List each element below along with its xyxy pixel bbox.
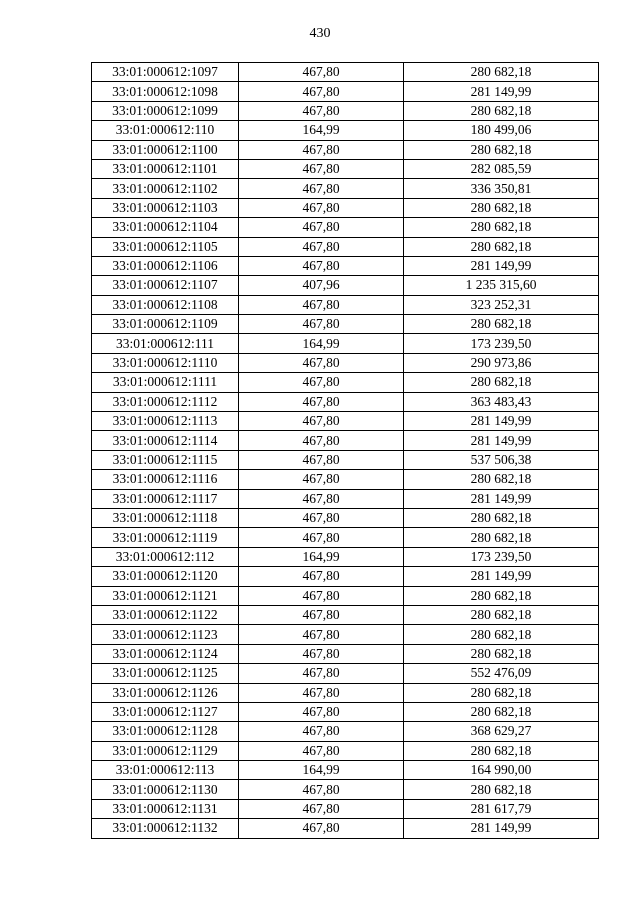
- cadastral-value-cell: 281 149,99: [404, 489, 599, 508]
- cadastral-value-cell: 280 682,18: [404, 198, 599, 217]
- area-cell: 467,80: [239, 683, 404, 702]
- table-body: [92, 63, 599, 839]
- cadastral-number-cell: 33:01:000612:1116: [92, 470, 239, 489]
- table-row: [92, 237, 599, 256]
- area-cell: 407,96: [239, 276, 404, 295]
- area-cell: 467,80: [239, 625, 404, 644]
- table-row: [92, 644, 599, 663]
- page-number: 430: [309, 26, 331, 41]
- table-row: [92, 683, 599, 702]
- area-cell: 467,80: [239, 470, 404, 489]
- area-cell: 467,80: [239, 567, 404, 586]
- cadastral-number-cell: 33:01:000612:1127: [92, 702, 239, 721]
- cadastral-number-cell: 33:01:000612:1107: [92, 276, 239, 295]
- table-row: [92, 567, 599, 586]
- cadastral-number-cell: 33:01:000612:1123: [92, 625, 239, 644]
- cadastral-value-cell: 180 499,06: [404, 121, 599, 140]
- cadastral-number-cell: 33:01:000612:1115: [92, 450, 239, 469]
- table-row: [92, 722, 599, 741]
- cadastral-number-cell: 33:01:000612:1121: [92, 586, 239, 605]
- cadastral-value-cell: 552 476,09: [404, 664, 599, 683]
- area-cell: 467,80: [239, 218, 404, 237]
- cadastral-number-cell: 33:01:000612:1122: [92, 605, 239, 624]
- cadastral-number-cell: 33:01:000612:1100: [92, 140, 239, 159]
- cadastral-value-cell: 280 682,18: [404, 508, 599, 527]
- cadastral-number-cell: 33:01:000612:1110: [92, 353, 239, 372]
- cadastral-value-cell: 281 617,79: [404, 799, 599, 818]
- cadastral-value-cell: 280 682,18: [404, 702, 599, 721]
- cadastral-number-cell: 33:01:000612:1117: [92, 489, 239, 508]
- cadastral-value-cell: 164 990,00: [404, 761, 599, 780]
- cadastral-number-cell: 33:01:000612:1111: [92, 373, 239, 392]
- table-row: [92, 625, 599, 644]
- table-row: [92, 528, 599, 547]
- cadastral-number-cell: 33:01:000612:1098: [92, 82, 239, 101]
- cadastral-value-cell: 280 682,18: [404, 218, 599, 237]
- area-cell: 467,80: [239, 159, 404, 178]
- area-cell: 467,80: [239, 664, 404, 683]
- cadastral-value-cell: 281 149,99: [404, 431, 599, 450]
- cadastral-value-cell: 280 682,18: [404, 528, 599, 547]
- area-cell: 467,80: [239, 412, 404, 431]
- cadastral-value-cell: 336 350,81: [404, 179, 599, 198]
- cadastral-value-cell: 280 682,18: [404, 683, 599, 702]
- cadastral-value-cell: 173 239,50: [404, 334, 599, 353]
- table-row: [92, 702, 599, 721]
- cadastral-value-cell: 363 483,43: [404, 392, 599, 411]
- area-cell: 467,80: [239, 722, 404, 741]
- cadastral-number-cell: 33:01:000612:1106: [92, 256, 239, 275]
- cadastral-number-cell: 33:01:000612:1102: [92, 179, 239, 198]
- table-row: [92, 470, 599, 489]
- area-cell: 467,80: [239, 644, 404, 663]
- area-cell: 467,80: [239, 315, 404, 334]
- cadastral-value-cell: 280 682,18: [404, 140, 599, 159]
- table-row: [92, 431, 599, 450]
- cadastral-value-cell: 280 682,18: [404, 315, 599, 334]
- cadastral-number-cell: 33:01:000612:1104: [92, 218, 239, 237]
- cadastral-value-cell: 280 682,18: [404, 586, 599, 605]
- cadastral-value-cell: 280 682,18: [404, 644, 599, 663]
- cadastral-number-cell: 33:01:000612:1097: [92, 63, 239, 82]
- area-cell: 467,80: [239, 63, 404, 82]
- cadastral-number-cell: 33:01:000612:1119: [92, 528, 239, 547]
- table-row: [92, 761, 599, 780]
- cadastral-number-cell: 33:01:000612:112: [92, 547, 239, 566]
- table-row: [92, 295, 599, 314]
- cadastral-value-cell: 280 682,18: [404, 741, 599, 760]
- table-row: [92, 334, 599, 353]
- table-row: [92, 741, 599, 760]
- cadastral-number-cell: 33:01:000612:111: [92, 334, 239, 353]
- cadastral-value-cell: 323 252,31: [404, 295, 599, 314]
- table-row: [92, 140, 599, 159]
- table-row: [92, 179, 599, 198]
- cadastral-number-cell: 33:01:000612:1105: [92, 237, 239, 256]
- cadastral-number-cell: 33:01:000612:1131: [92, 799, 239, 818]
- table-row: [92, 664, 599, 683]
- area-cell: 467,80: [239, 198, 404, 217]
- cadastral-value-cell: 280 682,18: [404, 237, 599, 256]
- cadastral-number-cell: 33:01:000612:1118: [92, 508, 239, 527]
- area-cell: 467,80: [239, 82, 404, 101]
- cadastral-value-cell: 280 682,18: [404, 605, 599, 624]
- area-cell: 164,99: [239, 334, 404, 353]
- cadastral-value-cell: 280 682,18: [404, 373, 599, 392]
- cadastral-number-cell: 33:01:000612:113: [92, 761, 239, 780]
- cadastral-number-cell: 33:01:000612:1124: [92, 644, 239, 663]
- area-cell: 164,99: [239, 121, 404, 140]
- cadastral-number-cell: 33:01:000612:1126: [92, 683, 239, 702]
- area-cell: 467,80: [239, 819, 404, 838]
- area-cell: 467,80: [239, 392, 404, 411]
- area-cell: 467,80: [239, 295, 404, 314]
- table-row: [92, 159, 599, 178]
- table-row: [92, 450, 599, 469]
- table-row: [92, 256, 599, 275]
- area-cell: 467,80: [239, 256, 404, 275]
- cadastral-number-cell: 33:01:000612:110: [92, 121, 239, 140]
- area-cell: 467,80: [239, 450, 404, 469]
- cadastral-number-cell: 33:01:000612:1114: [92, 431, 239, 450]
- cadastral-value-cell: 290 973,86: [404, 353, 599, 372]
- cadastral-value-cell: 368 629,27: [404, 722, 599, 741]
- cadastral-number-cell: 33:01:000612:1099: [92, 101, 239, 120]
- table-row: [92, 780, 599, 799]
- cadastral-value-cell: 280 682,18: [404, 780, 599, 799]
- cadastral-number-cell: 33:01:000612:1129: [92, 741, 239, 760]
- cadastral-value-cell: 1 235 315,60: [404, 276, 599, 295]
- area-cell: 467,80: [239, 780, 404, 799]
- table-row: [92, 799, 599, 818]
- cadastral-number-cell: 33:01:000612:1113: [92, 412, 239, 431]
- area-cell: 164,99: [239, 761, 404, 780]
- area-cell: 467,80: [239, 140, 404, 159]
- table-row: [92, 373, 599, 392]
- cadastral-number-cell: 33:01:000612:1132: [92, 819, 239, 838]
- area-cell: 467,80: [239, 799, 404, 818]
- table-row: [92, 121, 599, 140]
- area-cell: 467,80: [239, 353, 404, 372]
- table-row: [92, 315, 599, 334]
- cadastral-value-cell: 537 506,38: [404, 450, 599, 469]
- cadastral-value-cell: 281 149,99: [404, 412, 599, 431]
- cadastral-value-cell: 281 149,99: [404, 567, 599, 586]
- cadastral-value-cell: 281 149,99: [404, 256, 599, 275]
- cadastral-number-cell: 33:01:000612:1130: [92, 780, 239, 799]
- table-row: [92, 489, 599, 508]
- table-row: [92, 547, 599, 566]
- area-cell: 467,80: [239, 508, 404, 527]
- table-row: [92, 82, 599, 101]
- cadastral-value-cell: 280 682,18: [404, 470, 599, 489]
- table-row: [92, 586, 599, 605]
- area-cell: 467,80: [239, 741, 404, 760]
- table-row: [92, 218, 599, 237]
- cadastral-value-cell: 281 149,99: [404, 819, 599, 838]
- table-row: [92, 101, 599, 120]
- table-row: [92, 198, 599, 217]
- cadastral-number-cell: 33:01:000612:1112: [92, 392, 239, 411]
- area-cell: 467,80: [239, 179, 404, 198]
- table-row: [92, 353, 599, 372]
- cadastral-number-cell: 33:01:000612:1120: [92, 567, 239, 586]
- table-row: [92, 819, 599, 838]
- cadastral-value-cell: 173 239,50: [404, 547, 599, 566]
- table-row: [92, 412, 599, 431]
- cadastral-value-cell: 280 682,18: [404, 63, 599, 82]
- area-cell: 164,99: [239, 547, 404, 566]
- cadastral-value-cell: 280 682,18: [404, 625, 599, 644]
- table-row: [92, 276, 599, 295]
- area-cell: 467,80: [239, 605, 404, 624]
- cadastral-number-cell: 33:01:000612:1101: [92, 159, 239, 178]
- cadastral-value-table: [91, 62, 599, 839]
- area-cell: 467,80: [239, 237, 404, 256]
- area-cell: 467,80: [239, 702, 404, 721]
- area-cell: 467,80: [239, 431, 404, 450]
- area-cell: 467,80: [239, 586, 404, 605]
- area-cell: 467,80: [239, 373, 404, 392]
- cadastral-number-cell: 33:01:000612:1103: [92, 198, 239, 217]
- area-cell: 467,80: [239, 489, 404, 508]
- cadastral-number-cell: 33:01:000612:1109: [92, 315, 239, 334]
- cadastral-number-cell: 33:01:000612:1128: [92, 722, 239, 741]
- area-cell: 467,80: [239, 528, 404, 547]
- cadastral-value-cell: 280 682,18: [404, 101, 599, 120]
- cadastral-value-cell: 282 085,59: [404, 159, 599, 178]
- table-row: [92, 392, 599, 411]
- table-row: [92, 508, 599, 527]
- table-row: [92, 63, 599, 82]
- area-cell: 467,80: [239, 101, 404, 120]
- cadastral-number-cell: 33:01:000612:1125: [92, 664, 239, 683]
- table-row: [92, 605, 599, 624]
- cadastral-value-cell: 281 149,99: [404, 82, 599, 101]
- cadastral-number-cell: 33:01:000612:1108: [92, 295, 239, 314]
